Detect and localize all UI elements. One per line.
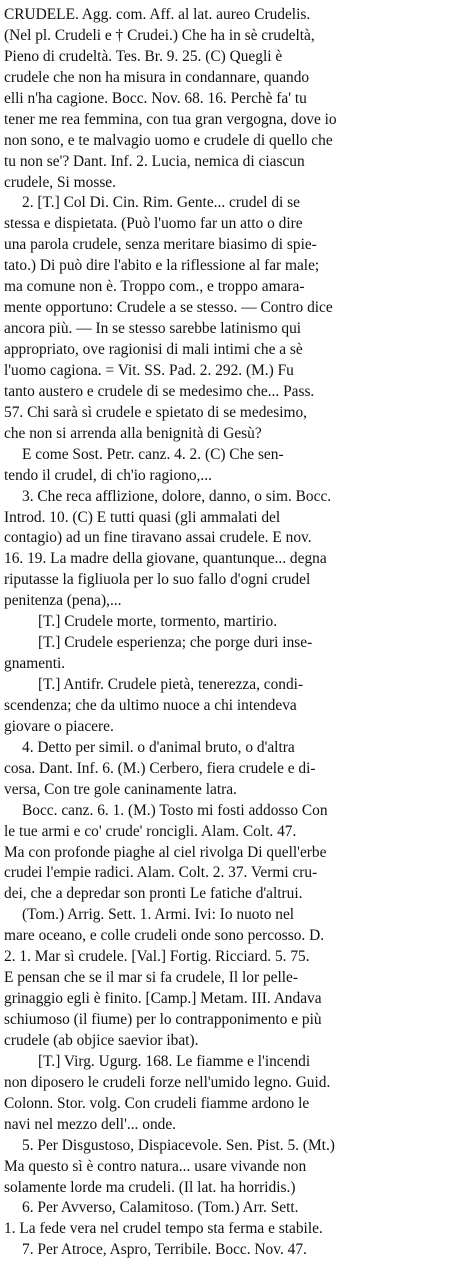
- entry-line: gnamenti.: [4, 655, 66, 673]
- entry-line: che non si arrenda alla benignità di Gesù?: [4, 424, 262, 442]
- entry-line: giovare o piacere.: [4, 717, 114, 735]
- entry-line: Bocc. canz. 6. 1. (M.) Tosto mi fosti addosso Con: [22, 801, 328, 819]
- entry-line: ma comune non è. Troppo com., e troppo amara-: [4, 278, 305, 296]
- entry-line: crudele, Si mosse.: [4, 173, 116, 191]
- entry-line: tu non se'? Dant. Inf. 2. Lucia, nemica di ciascun: [4, 152, 305, 170]
- entry-line: 16. 19. La madre della giovane, quantunque... degna: [4, 550, 327, 568]
- entry-line: ancora più. — In se stesso sarebbe latinismo qui: [4, 320, 302, 338]
- entry-line: non diposero le crudeli forze nell'umido legno. Guid.: [4, 1073, 331, 1091]
- entry-line: elli n'ha cagione. Bocc. Nov. 68. 16. Perchè fa' tu: [4, 89, 307, 107]
- entry-line: non sono, e te malvagio uomo e crudele di quello che: [4, 131, 333, 149]
- entry-line: mente opportuno: Crudele a se stesso. — Contro dice: [4, 299, 333, 317]
- entry-text: [4, 5, 469, 1261]
- entry-line: scendenza; che da ultimo nuoce a chi intendeva: [4, 696, 297, 714]
- entry-line: 4. Detto per simil. o d'animal bruto, o d'altra: [22, 738, 295, 756]
- entry-line: Ma con profonde piaghe al ciel rivolga Di quell'erbe: [4, 843, 327, 861]
- entry-line: l'uomo cagiona. = Vit. SS. Pad. 2. 292. (M.) Fu: [4, 361, 294, 379]
- entry-line: grinaggio egli è finito. [Camp.] Metam. III. Andava: [4, 990, 322, 1008]
- entry-line: E pensan che se il mar si fa crudele, Il lor pelle-: [4, 969, 299, 987]
- entry-line: penitenza (pena),...: [4, 592, 122, 610]
- entry-line: Ma questo sì è contro natura... usare vivande non: [4, 1157, 307, 1175]
- entry-line: 57. Chi sarà sì crudele e spietato di se medesimo,: [4, 403, 308, 421]
- entry-line: 1. La fede vera nel crudel tempo sta ferma e stabile.: [4, 1220, 323, 1238]
- entry-line: schiumoso (il fiume) per lo contrapponimento e più: [4, 1011, 322, 1028]
- entry-line: 2. [T.] Col Di. Cin. Rim. Gente... crudel di se: [22, 194, 300, 212]
- entry-line: [T.] Crudele morte, tormento, martirio.: [38, 613, 278, 631]
- entry-line: [T.] Virg. Ugurg. 168. Le fiamme e l'incendi: [38, 1052, 311, 1070]
- entry-line: 2. 1. Mar sì crudele. [Val.] Fortig. Ricciard. 5. 75.: [4, 948, 310, 966]
- entry-line: contagio) ad un fine tiravano assai crudele. E nov.: [4, 529, 312, 547]
- entry-line: le tue armi e co' crude' roncigli. Alam. Colt. 47.: [4, 822, 297, 840]
- entry-line: riputasse la figliuola per lo suo fallo d'ogni crudel: [4, 571, 311, 589]
- entry-line: Colonn. Stor. volg. Con crudeli fiamme ardono le: [4, 1094, 310, 1112]
- entry-line: dei, che a depredar son pronti Le fatiche d'altrui.: [4, 885, 303, 903]
- entry-line: una parola crudele, senza meritare biasimo di spie-: [4, 236, 317, 254]
- entry-line: tendo il crudel, di ch'io ragiono,...: [4, 466, 212, 484]
- entry-line: (Nel pl. Crudeli e † Crudei.) Che ha in sè crudeltà,: [4, 26, 315, 44]
- entry-line: Introd. 10. (C) E tutti quasi (gli ammalati del: [4, 508, 281, 526]
- entry-line: 3. Che reca afflizione, dolore, danno, o sim. Bocc.: [22, 487, 332, 505]
- entry-line: (Tom.) Arrig. Sett. 1. Armi. Ivi: Io nuoto nel: [22, 906, 295, 924]
- entry-line: stessa e dispietata. (Può l'uomo far un atto o dire: [4, 215, 303, 233]
- entry-line: crudele (ab objice saevior ibat).: [4, 1031, 199, 1049]
- entry-line: cosa. Dant. Inf. 6. (M.) Cerbero, fiera crudele e di-: [4, 759, 316, 777]
- entry-line: E come Sost. Petr. canz. 4. 2. (C) Che sen-: [22, 445, 284, 463]
- entry-line: 6. Per Avverso, Calamitoso. (Tom.) Arr. Sett.: [22, 1199, 299, 1217]
- entry-line: mare oceano, e colle crudeli onde sono percosso. D.: [4, 927, 325, 945]
- entry-line: navi nel mezzo dell'... onde.: [4, 1115, 177, 1133]
- entry-line: solamente lorde ma crudeli. (Il lat. ha horridis.): [4, 1178, 296, 1196]
- entry-line: crudele che non ha misura in condannare, quando: [4, 68, 310, 86]
- entry-line: 7. Per Atroce, Aspro, Terribile. Bocc. Nov. 47.: [22, 1241, 307, 1259]
- entry-line: 5. Per Disgustoso, Dispiacevole. Sen. Pist. 5. (Mt.): [22, 1136, 335, 1154]
- entry-line: CRUDELE. Agg. com. Aff. al lat. aureo Crudelis.: [4, 6, 311, 23]
- entry-line: tato.) Di può dire l'abito e la riflessione al far male;: [4, 257, 320, 275]
- entry-line: tener me rea femmina, con tua gran vergogna, dove io: [4, 110, 337, 128]
- entry-line: [T.] Crudele esperienza; che porge duri inse-: [38, 634, 313, 652]
- entry-line: versa, Con tre gole caninamente latra.: [4, 780, 237, 798]
- entry-line: crudei l'empie radici. Alam. Colt. 2. 37. Vermi cru-: [4, 864, 318, 882]
- entry-line: tanto austero e crudele di se medesimo che... Pass.: [4, 382, 315, 400]
- entry-line: appropriato, ove ragionisi di mali intimi che a sè: [4, 341, 303, 358]
- entry-line: [T.] Antifr. Crudele pietà, tenerezza, condi-: [38, 676, 304, 693]
- entry-line: Pieno di crudeltà. Tes. Br. 9. 25. (C) Quegli è: [4, 47, 283, 65]
